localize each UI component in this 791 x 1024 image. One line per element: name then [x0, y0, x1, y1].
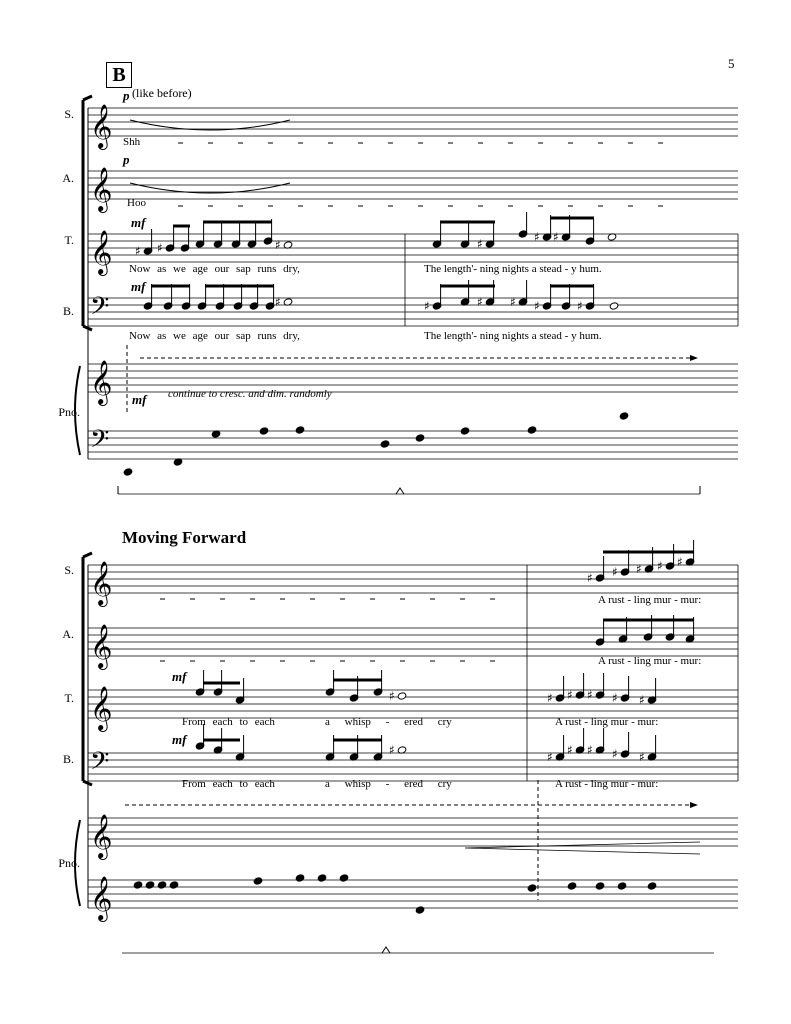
- expression-like-before: (like before): [132, 86, 192, 100]
- notehead: [145, 881, 155, 889]
- clef-piano-rh: 𝄞: [90, 360, 113, 404]
- dynamic-bass: mf: [131, 279, 146, 294]
- notehead: [527, 884, 537, 892]
- notehead: [253, 877, 263, 885]
- sharp: ♯: [587, 688, 593, 702]
- lyric-tenor-2c: A rust - ling mur - mur:: [555, 716, 659, 728]
- notehead: [609, 302, 619, 310]
- pedal-marks: [118, 486, 700, 494]
- dynamic-tenor-2: mf: [172, 669, 187, 684]
- notehead: [380, 440, 390, 448]
- sharp: ♯: [587, 571, 593, 585]
- lyric-bass-1a: Now as we age our sap runs dry,: [129, 330, 300, 342]
- label-bass: B.: [62, 304, 74, 318]
- sharp: ♯: [424, 299, 430, 313]
- sharp: ♯: [567, 688, 573, 702]
- notehead: [647, 882, 657, 890]
- notehead: [295, 874, 305, 882]
- rehearsal-mark: B: [106, 62, 132, 88]
- sharp: ♯: [275, 238, 281, 252]
- sharp: ♯: [553, 230, 559, 244]
- label-piano-2: Pno.: [58, 856, 80, 870]
- sharp: ♯: [577, 299, 583, 313]
- label-soprano-2: S.: [64, 563, 74, 577]
- lyric-soprano-1: Shh: [123, 136, 141, 148]
- notehead: [295, 426, 305, 434]
- clef-piano-lh: 𝄢: [90, 425, 110, 460]
- lyric-bass-2a: From each to each: [182, 778, 275, 790]
- sharp: ♯: [657, 559, 663, 573]
- dynamic-tenor: mf: [131, 215, 146, 230]
- hairpin: [465, 842, 700, 854]
- label-piano: Pno.: [58, 405, 80, 419]
- notehead: [157, 881, 167, 889]
- notehead: [619, 412, 629, 420]
- label-alto: A.: [62, 171, 74, 185]
- slur: [130, 183, 290, 193]
- label-soprano: S.: [64, 107, 74, 121]
- page-number: 5: [728, 56, 735, 71]
- notehead: [415, 906, 425, 914]
- sharp: ♯: [157, 241, 163, 255]
- clef-tenor-2: 𝄞: [90, 686, 113, 730]
- sharp: ♯: [389, 743, 395, 757]
- dynamic-bass-2: mf: [172, 732, 187, 747]
- lyric-bass-2b: a whisp - ered cry: [325, 778, 452, 790]
- dynamic-soprano: p: [123, 88, 130, 103]
- sharp: ♯: [547, 691, 553, 705]
- sharp: ♯: [477, 295, 483, 309]
- sharp: ♯: [612, 691, 618, 705]
- sharp: ♯: [636, 562, 642, 576]
- notehead: [339, 874, 349, 882]
- lyric-tenor-2a: From each to each: [182, 716, 275, 728]
- dynamic-alto: p: [123, 152, 130, 167]
- arrowhead: [690, 355, 698, 361]
- label-tenor: T.: [64, 233, 74, 247]
- lyric-bass-2c: A rust - ling mur - mur:: [555, 778, 659, 790]
- clef-bass: 𝄢: [90, 292, 110, 327]
- sharp: ♯: [534, 230, 540, 244]
- piano-brace: [75, 820, 80, 906]
- notehead: [527, 426, 537, 434]
- notehead: [133, 881, 143, 889]
- lyric-tenor-1a: Now as we age our sap runs dry,: [129, 263, 300, 275]
- lyric-alto-1: Hoo: [127, 197, 146, 209]
- sharp: ♯: [547, 750, 553, 764]
- sharp: ♯: [677, 555, 683, 569]
- notehead: [617, 882, 627, 890]
- clef-soprano-2: 𝄞: [90, 561, 113, 605]
- clef-alto-2: 𝄞: [90, 624, 113, 668]
- clef-piano-lh-2: 𝄞: [90, 876, 113, 920]
- sharp: ♯: [510, 295, 516, 309]
- lyric-soprano-2: A rust - ling mur - mur:: [598, 594, 702, 606]
- lyric-tenor-1b: The length'- ning nights a stead - y hum.: [424, 263, 602, 275]
- clef-tenor: 𝄞: [90, 230, 113, 274]
- notehead: [169, 881, 179, 889]
- piano-brace: [75, 366, 80, 455]
- clef-bass-2: 𝄢: [90, 747, 110, 782]
- pedal-marks: [382, 947, 390, 953]
- sharp: ♯: [275, 295, 281, 309]
- sharp: ♯: [639, 750, 645, 764]
- sharp: ♯: [135, 244, 141, 258]
- sharp: ♯: [639, 693, 645, 707]
- sharp: ♯: [612, 565, 618, 579]
- notehead: [460, 427, 470, 435]
- dynamic-piano: mf: [132, 392, 147, 407]
- sharp: ♯: [612, 747, 618, 761]
- notehead: [123, 468, 133, 476]
- clef-alto: 𝄞: [90, 167, 113, 211]
- sharp: ♯: [477, 237, 483, 251]
- sharp: ♯: [389, 689, 395, 703]
- label-bass-2: B.: [62, 752, 74, 766]
- notehead: [595, 882, 605, 890]
- slur: [130, 120, 290, 130]
- lyric-tenor-2b: a whisp - ered cry: [325, 716, 452, 728]
- notehead: [397, 692, 407, 700]
- notehead: [317, 874, 327, 882]
- sharp: ♯: [567, 743, 573, 757]
- sharp: ♯: [534, 299, 540, 313]
- notehead: [567, 882, 577, 890]
- clef-piano-rh-2: 𝄞: [90, 814, 113, 858]
- notehead: [259, 427, 269, 435]
- clef-soprano: 𝄞: [90, 104, 113, 148]
- arrowhead: [690, 802, 698, 808]
- lyric-bass-1b: The length'- ning nights a stead - y hum.: [424, 330, 602, 342]
- label-alto-2: A.: [62, 627, 74, 641]
- piano-direction: continue to cresc. and dim. randomly: [168, 388, 332, 400]
- lyric-alto-2: A rust - ling mur - mur:: [598, 655, 702, 667]
- notehead: [415, 434, 425, 442]
- sharp: ♯: [587, 743, 593, 757]
- label-tenor-2: T.: [64, 691, 74, 705]
- tempo-marking: Moving Forward: [122, 528, 247, 547]
